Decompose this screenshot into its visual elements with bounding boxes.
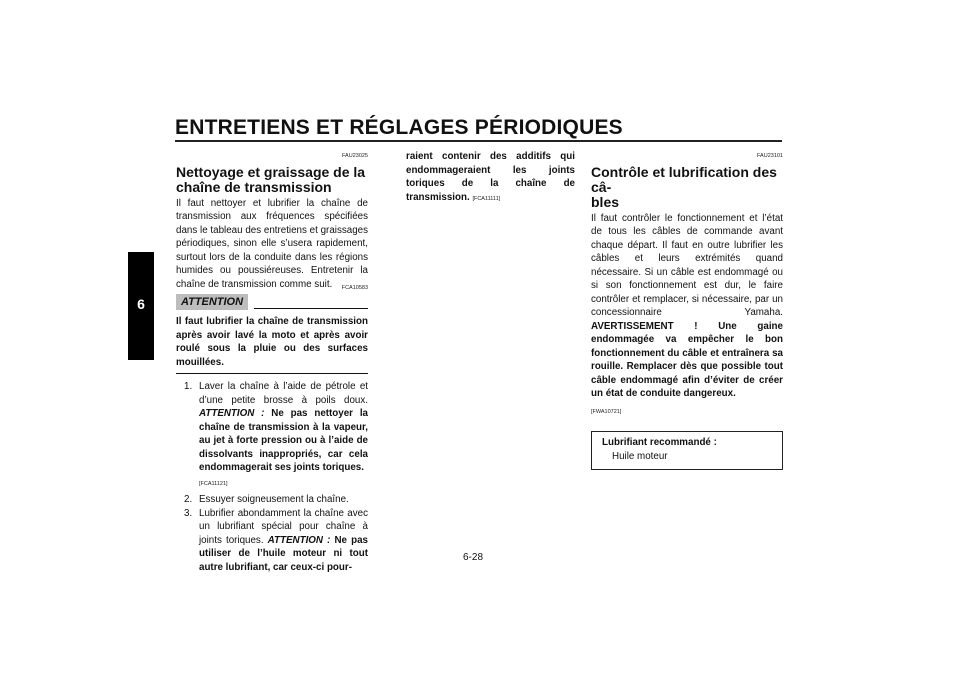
caution-label: ATTENTION :	[267, 534, 331, 546]
list-item	[184, 507, 368, 575]
warning-label: AVERTISSEMENT !	[591, 320, 698, 332]
section-heading-line: bles	[591, 193, 620, 210]
section-heading-line: Nettoyage et graissage de la	[176, 163, 366, 180]
header-rule	[175, 140, 782, 142]
section-heading-line: Contrôle et lubrification des câ-	[591, 163, 777, 195]
step-text: Lubrifier abondamment la chaîne avec un lubrifiant spécial pour chaîne à joints toriques.	[199, 507, 368, 546]
attention-header	[176, 285, 368, 311]
box-value: Huile moteur	[612, 450, 668, 462]
attention-label: ATTENTION	[176, 294, 248, 310]
continuation-text	[406, 150, 575, 206]
column-left	[176, 150, 368, 574]
attention-text: Il faut lubrifier la chaîne de transmission après avoir lavé la moto et après avoir roulé sous la pluie ou des surfaces mouillées.	[176, 316, 368, 368]
caution-text: Ne pas nettoyer la chaîne de transmission à la vapeur, au jet à forte pression ou à l’aide de dissolvants inappropriés, car cela endommagerait ses joints toriques.	[199, 408, 368, 473]
attention-bottom-rule	[176, 373, 368, 374]
box-title: Lubrifiant recommandé :	[602, 437, 717, 448]
section-text: Il faut contrôler le fonctionnement et l’état de tous les câbles de commande avant chaque départ. Il faut en outre lubrifier les câbles et leurs extrémités quand nécessaire. Si un câble est endommagé ou si son fonctionnement est dur, le faire contrôler et remplacer, si nécessaire, par un concessionnaire Yamaha.	[591, 212, 783, 318]
steps-list	[184, 380, 368, 574]
page-number: 6-28	[463, 552, 484, 563]
attention-code: FCA10583	[341, 285, 368, 291]
step-number: 2.	[184, 494, 193, 505]
section-heading	[591, 165, 783, 210]
caution-label: ATTENTION :	[199, 408, 265, 419]
continuation-code: [FCA11111]	[472, 195, 501, 202]
section-intro: Il faut nettoyer et lubrifier la chaîne de transmission aux fréquences spécifiées dans le tableau des entretiens et graissages périodiques, sinon elle s’usera rapidement, surtout lors de la conduite dans les régions humides ou poussiéreuses. Entretenir la chaîne de transmission comme suit.	[176, 197, 368, 290]
list-item	[184, 493, 368, 507]
list-item	[184, 380, 368, 491]
step-number: 1.	[184, 381, 193, 392]
section-heading	[176, 165, 368, 195]
section-code: FAU23101	[757, 153, 783, 159]
section-heading-line: chaîne de transmission	[176, 178, 332, 195]
section-body	[591, 212, 783, 401]
warning-text: Une gaine endommagée va empêcher le bon fonctionnement du câble et entraînera sa rouille. Remplacer dès que possible tout câble endommagé afin d’éviter de créer un état de conduite dangereux.	[591, 320, 783, 399]
step-text: Laver la chaîne à l’aide de pétrole et d’une petite brosse à poils doux.	[199, 381, 368, 406]
continuation-body: raient contenir des additifs qui endommageraient les joints toriques de la chaîne de transmission.	[406, 151, 575, 203]
caution-code: [FCA11121]	[199, 480, 228, 487]
page-header-title: ENTRETIENS ET RÉGLAGES PÉRIODIQUES	[175, 116, 623, 139]
attention-rule	[254, 308, 368, 309]
step-text: Essuyer soigneusement la chaîne.	[199, 494, 349, 505]
warning-code: [FWA10721]	[591, 408, 622, 415]
chapter-tab: 6	[128, 252, 154, 360]
section-code: FAU23025	[342, 153, 368, 159]
caution-text: Ne pas utiliser de l’huile moteur ni tout autre lubrifiant, car ceux-ci pour-	[199, 534, 368, 573]
recommended-lubricant-box	[591, 431, 783, 470]
column-middle	[406, 150, 575, 206]
column-right	[591, 150, 783, 470]
step-number: 3.	[184, 507, 193, 519]
